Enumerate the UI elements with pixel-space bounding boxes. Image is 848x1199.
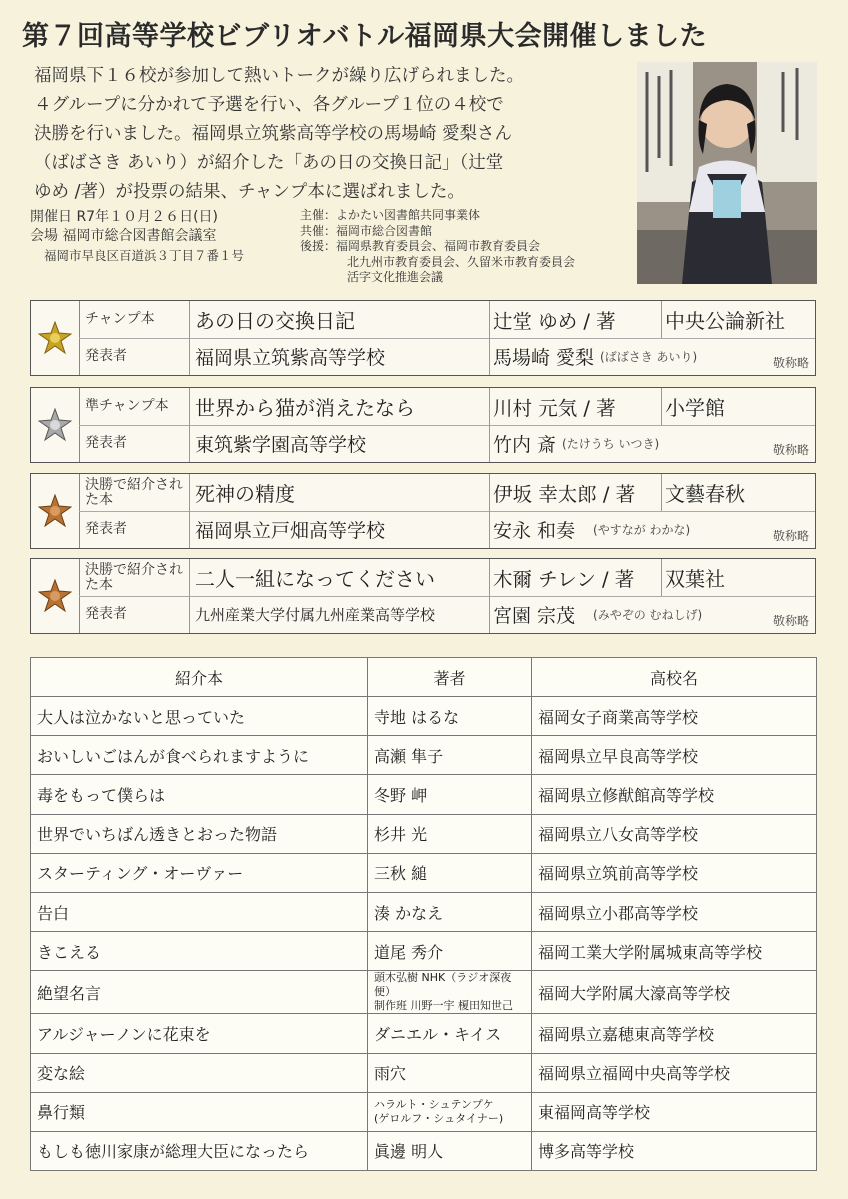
- cell-book: もしも徳川家康が総理大臣になったら: [31, 1131, 368, 1170]
- presenter-label: 発表者: [85, 435, 127, 451]
- cell-book: きこえる: [31, 932, 368, 971]
- cell-author: ハラルト・シュテンプケ (ゲロルフ・シュタイナー): [368, 1092, 532, 1131]
- cell-school: 福岡県立早良高等学校: [532, 736, 817, 775]
- presenter-name-text: 馬場崎 愛梨: [493, 347, 595, 369]
- presenter-name: [493, 338, 793, 375]
- cell-school: 博多高等学校: [532, 1131, 817, 1170]
- award-label: 決勝で紹介された本: [85, 476, 183, 508]
- presenter-school: 福岡県立戸畑高等学校: [195, 520, 386, 542]
- cell-book: おいしいごはんが食べられますように: [31, 736, 368, 775]
- presenter-name: [493, 425, 793, 462]
- cell-school: 福岡県立福岡中央高等学校: [532, 1053, 817, 1092]
- award-runner-up: [30, 387, 816, 463]
- cell-school: 福岡県立筑前高等学校: [532, 853, 817, 892]
- presenter-school: 九州産業大学付属九州産業高等学校: [195, 606, 436, 624]
- winner-photo: [637, 62, 817, 284]
- table-row: [31, 1131, 817, 1170]
- event-date: 開催日 R7年１０月２６日(日): [30, 209, 219, 225]
- introduced-books-table: [30, 657, 817, 1171]
- honorific-note: 敬称略: [772, 443, 809, 457]
- presenter-name-text: 安永 和奏: [493, 520, 576, 542]
- book-title: 二人一組になってください: [195, 567, 435, 591]
- ribbon-icon-silver: [31, 388, 80, 462]
- cell-book: 世界でいちばん透きとおった物語: [31, 814, 368, 853]
- honorific-note: 敬称略: [772, 356, 809, 370]
- column-header-school: 高校名: [532, 658, 817, 697]
- table-row: [31, 1092, 817, 1131]
- presenter-kana: (みやぞの むねしげ): [593, 608, 703, 622]
- cell-author: 眞邊 明人: [368, 1131, 532, 1170]
- cell-book: アルジャーノンに花束を: [31, 1014, 368, 1053]
- cell-author: 寺地 はるな: [368, 697, 532, 736]
- presenter-kana: (ばばさき あいり): [600, 350, 698, 364]
- star-icon: [38, 408, 72, 442]
- cell-book: 告白: [31, 892, 368, 931]
- presenter-kana: (やすなが わかな): [593, 523, 691, 537]
- presenter-label: 発表者: [85, 521, 127, 537]
- cell-school: 福岡大学附属大濠高等学校: [532, 971, 817, 1014]
- book-author: 木爾 チレン / 著: [493, 567, 635, 591]
- table-row: [31, 853, 817, 892]
- table-row: [31, 892, 817, 931]
- book-title: 世界から猫が消えたなら: [195, 396, 415, 420]
- table-row: [31, 697, 817, 736]
- intro-line: 福岡県下１６校が参加して熱いトークが繰り広げられました。: [34, 66, 524, 86]
- table-row: [31, 971, 817, 1014]
- presenter-school: 東筑紫学園高等学校: [195, 434, 367, 456]
- cell-school: 福岡工業大学附属城東高等学校: [532, 932, 817, 971]
- book-publisher: 中央公論新社: [665, 309, 785, 333]
- table-row: [31, 1053, 817, 1092]
- cell-book: 毒をもって僕らは: [31, 775, 368, 814]
- column-header-author: 著者: [368, 658, 532, 697]
- book-title: あの日の交換日記: [195, 309, 355, 333]
- book-publisher: 文藝春秋: [665, 482, 745, 506]
- award-finalist-1: [30, 473, 816, 549]
- cell-author: 杉井 光: [368, 814, 532, 853]
- cell-book: 絶望名言: [31, 971, 368, 1014]
- organizer-line: 共催：福岡市総合図書館: [300, 223, 433, 238]
- event-address: 福岡市早良区百道浜３丁目７番１号: [44, 248, 245, 263]
- organizer-line: 主催：よかたい図書館共同事業体: [300, 208, 481, 222]
- cell-author: 頭木弘樹 NHK（ラジオ深夜便） 制作班 川野一宇 榎田知世己: [368, 971, 532, 1014]
- table-row: [31, 775, 817, 814]
- intro-text: [34, 62, 634, 207]
- presenter-label: 発表者: [85, 348, 127, 364]
- star-icon: [38, 321, 72, 355]
- presenter-kana: (たけうち いつき): [562, 437, 660, 451]
- book-publisher: 双葉社: [665, 567, 725, 591]
- star-icon: [38, 579, 72, 613]
- intro-line: ４グループに分かれて予選を行い、各グループ１位の４校で: [34, 95, 504, 115]
- cell-author: 道尾 秀介: [368, 932, 532, 971]
- table-body: [31, 697, 817, 1171]
- cell-book: 大人は泣かないと思っていた: [31, 697, 368, 736]
- book-author: 川村 元気 / 著: [493, 396, 616, 420]
- cell-author: 三秋 縋: [368, 853, 532, 892]
- page-title: 第７回高等学校ビブリオバトル福岡県大会開催しました: [22, 21, 708, 52]
- presenter-label: 発表者: [85, 606, 127, 622]
- presenter-school: 福岡県立筑紫高等学校: [195, 347, 386, 369]
- ribbon-icon-gold: [31, 301, 80, 375]
- award-label: チャンプ本: [85, 311, 155, 327]
- cell-school: 福岡県立修猷館高等学校: [532, 775, 817, 814]
- table-row: [31, 736, 817, 775]
- winner-photo-illustration: [637, 62, 817, 284]
- honorific-note: 敬称略: [772, 614, 809, 628]
- book-author: 伊坂 幸太郎 / 著: [493, 482, 636, 506]
- cell-school: 福岡県立小郡高等学校: [532, 892, 817, 931]
- award-label: 準チャンプ本: [85, 398, 169, 414]
- cell-author: 冬野 岬: [368, 775, 532, 814]
- organizer-line: 北九州市教育委員会、久留米市教育委員会: [347, 254, 576, 269]
- award-finalist-2: [30, 558, 816, 634]
- book-author: 辻堂 ゆめ / 著: [493, 309, 616, 333]
- cell-book: 鼻行類: [31, 1092, 368, 1131]
- presenter-name-text: 竹内 斎: [493, 434, 557, 456]
- cell-school: 東福岡高等学校: [532, 1092, 817, 1131]
- honorific-note: 敬称略: [772, 529, 809, 543]
- star-icon: [38, 494, 72, 528]
- organizer-line: 後援：福岡県教育委員会、福岡市教育委員会: [300, 239, 541, 253]
- cell-author: 高瀬 隼子: [368, 736, 532, 775]
- intro-line: （ばばさき あいり）が紹介した「あの日の交換日記」（辻堂: [34, 153, 504, 173]
- cell-school: 福岡県立八女高等学校: [532, 814, 817, 853]
- presenter-name: [493, 511, 793, 548]
- event-info: [30, 208, 244, 265]
- column-header-book: 紹介本: [31, 658, 368, 697]
- cell-author: 雨穴: [368, 1053, 532, 1092]
- cell-book: スターティング・オーヴァー: [31, 853, 368, 892]
- table-header-row: [31, 658, 817, 697]
- award-label: 決勝で紹介された本: [85, 561, 183, 593]
- cell-author: 湊 かなえ: [368, 892, 532, 931]
- intro-line: ゆめ /著）が投票の結果、チャンプ本に選ばれました。: [34, 182, 465, 202]
- presenter-name: [493, 596, 793, 633]
- cell-school: 福岡女子商業高等学校: [532, 697, 817, 736]
- cell-book: 変な絵: [31, 1053, 368, 1092]
- event-venue: 会場 福岡市総合図書館会議室: [30, 228, 217, 244]
- table-row: [31, 932, 817, 971]
- book-title: 死神の精度: [195, 482, 295, 506]
- table-row: [31, 814, 817, 853]
- ribbon-icon-bronze: [31, 559, 80, 633]
- book-publisher: 小学館: [665, 396, 725, 420]
- event-organizers: [300, 208, 575, 286]
- organizer-line: 活字文化推進会議: [347, 270, 444, 284]
- award-champion: [30, 300, 816, 376]
- ribbon-icon-bronze: [31, 474, 80, 548]
- cell-author: ダニエル・キイス: [368, 1014, 532, 1053]
- table-row: [31, 1014, 817, 1053]
- cell-school: 福岡県立嘉穂東高等学校: [532, 1014, 817, 1053]
- intro-line: 決勝を行いました。福岡県立筑紫高等学校の馬場崎 愛梨さん: [34, 124, 513, 144]
- presenter-name-text: 宮園 宗茂: [493, 605, 576, 627]
